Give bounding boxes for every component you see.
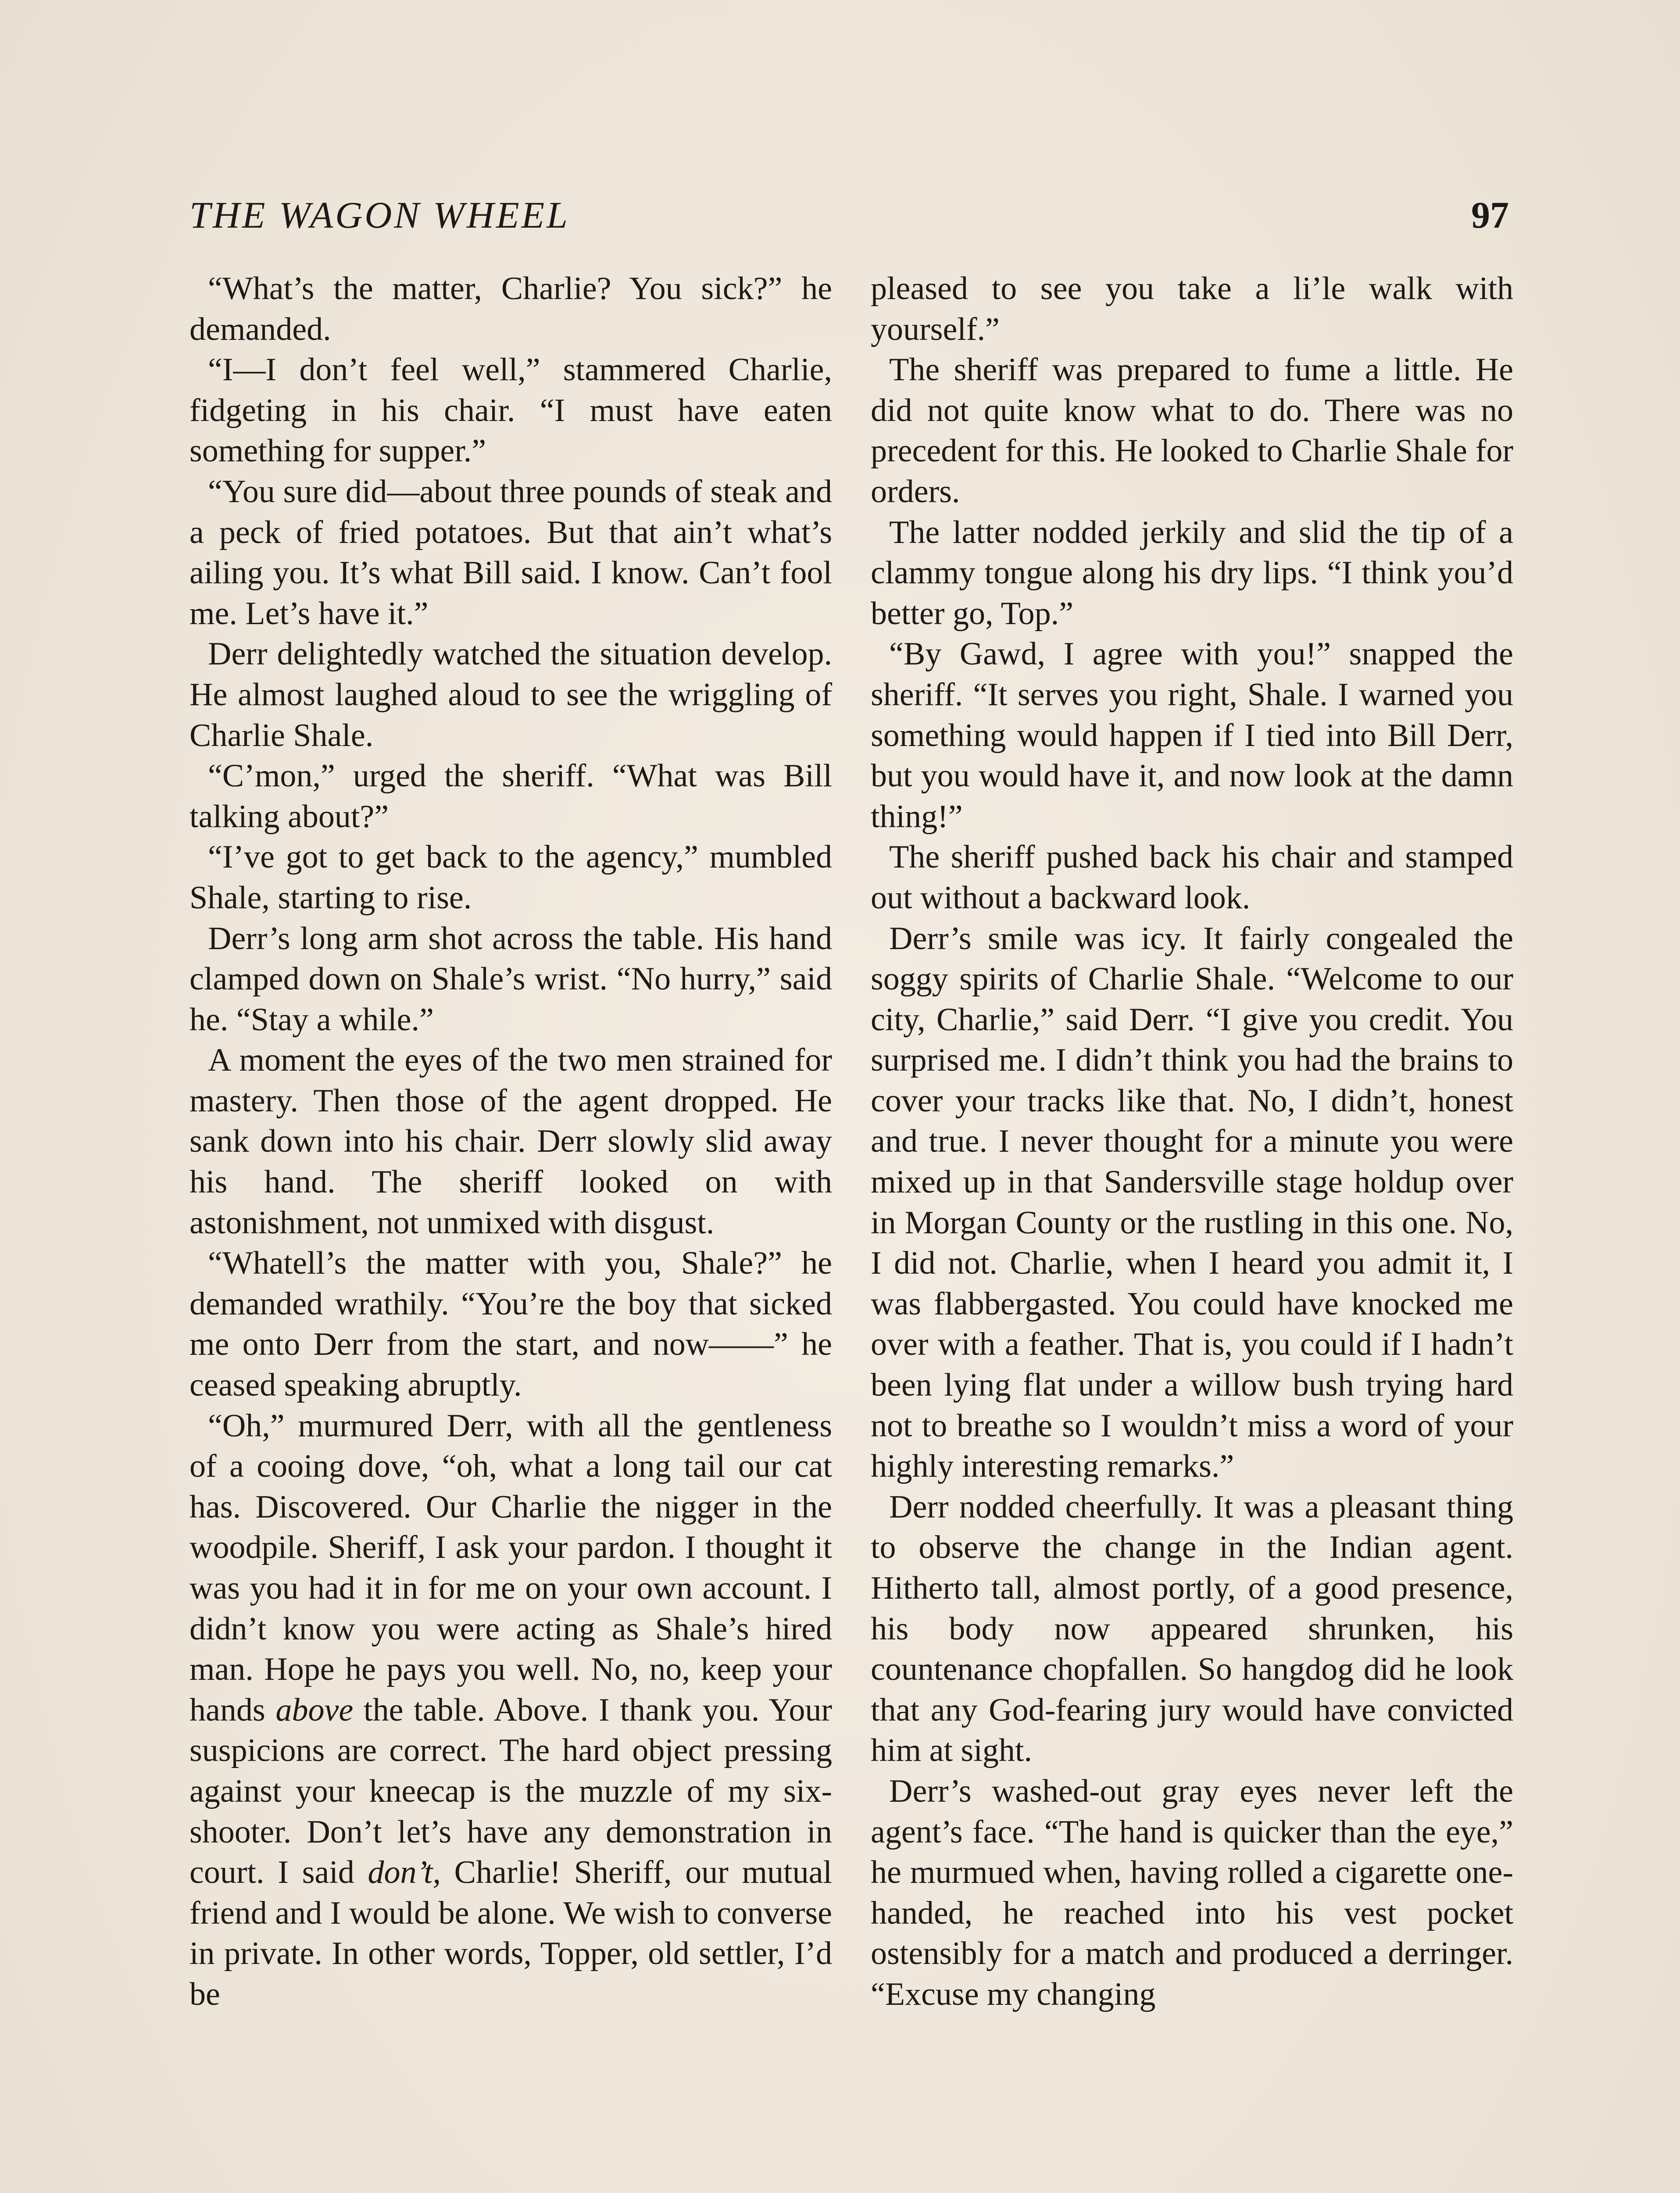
paragraph: Derr nodded cheerfully. It was a pleasant thing to observe the change in the Indian agent. Hitherto tall, almost portly, of a good presence, his body now appeared shrunken, his countenance chopfallen. So hangdog did he look that any God-fearing jury would have convicted him at sight. [871, 1489, 1513, 1769]
page-header [189, 193, 1509, 254]
paragraph: “You sure did—about three pounds of steak and a peck of fried potatoes. But that ain’t what’s ailing you. It’s what Bill said. I know. Can’t fool me. Let’s have it.” [189, 473, 832, 632]
paragraph: A moment the eyes of the two men strained for mastery. Then those of the agent dropped. He sank down into his chair. Derr slowly slid away his hand. The sheriff looked on with astonishment, not unmixed with disgust. [189, 1042, 832, 1241]
paragraph: “What’s the matter, Charlie? You sick?” he demanded. [189, 271, 832, 347]
paragraph: “By Gawd, I agree with you!” snapped the sheriff. “It serves you right, Shale. I warned you something would happen if I tied into Bill Derr, but you would have it, and now look at the damn thing!” [871, 636, 1513, 835]
paragraph-continued: pleased to see you take a li’le walk with yourself.” [871, 271, 1513, 347]
text-run: the table. Above. I thank you. Your suspicions are correct. The hard object pressing against your kneecap is the muzzle of my six-shooter. Don’t let’s have any demonstration in court. I said [189, 1692, 832, 1891]
emphasized-word: don’t, [368, 1854, 441, 1891]
left-column [189, 268, 832, 2015]
paragraph: Derr’s washed-out gray eyes never left the agent’s face. “The hand is quicker than the eye,” he murmued when, having rolled a cigarette one-handed, he reached into his vest pocket ostensibly for a match and produced a derringer. “Excuse my changing [871, 1773, 1513, 2012]
paragraph: “I’ve got to get back to the agency,” mumbled Shale, starting to rise. [189, 839, 832, 916]
paragraph: The sheriff was prepared to fume a little. He did not quite know what to do. There was no precedent for this. He looked to Charlie Shale for orders. [871, 352, 1513, 510]
paragraph: Derr’s smile was icy. It fairly congealed the soggy spirits of Charlie Shale. “Welcome to our city, Charlie,” said Derr. “I give you credit. You surprised me. I didn’t think you had the brains to cover your tracks like that. No, I didn’t, honest and true. I never thought for a minute you were mixed up in that Sandersville stage holdup over in Morgan County or the rustling in this one. No, I did not. Charlie, when I heard you admit it, I was flabbergasted. You could have knocked me over with a feather. That is, you could if I hadn’t been lying flat under a willow bush trying hard not to breathe so I wouldn’t miss a word of your highly interesting remarks.” [871, 920, 1513, 1485]
paragraph: “C’mon,” urged the sheriff. “What was Bill talking about?” [189, 758, 832, 835]
right-column [871, 268, 1513, 2015]
paragraph: “Whatell’s the matter with you, Shale?” he demanded wrathily. “You’re the boy that sicked me onto Derr from the start, and now——” he ceased speaking abruptly. [189, 1245, 832, 1404]
text-run: Charlie! Sheriff, our mutual friend and I would be alone. We wish to converse in private. In other words, Topper, old settler, I’d be [189, 1854, 832, 2012]
paragraph: Derr delightedly watched the situation develop. He almost laughed aloud to see the wriggling of Charlie Shale. [189, 636, 832, 754]
emphasized-word: above [275, 1692, 354, 1728]
paragraph: “I—I don’t feel well,” stammered Charlie, fidgeting in his chair. “I must have eaten something for supper.” [189, 352, 832, 469]
paragraph: Derr’s long arm shot across the table. His hand clamped down on Shale’s wrist. “No hurry,” said he. “Stay a while.” [189, 920, 832, 1038]
page-number: 97 [1471, 194, 1509, 236]
running-title: THE WAGON WHEEL [189, 194, 570, 236]
paragraph: The sheriff pushed back his chair and stamped out without a backward look. [871, 839, 1513, 916]
text-run: “Oh,” murmured Derr, with all the gentleness of a cooing dove, “oh, what a long tail our cat has. Discovered. Our Charlie the nigger in the woodpile. Sheriff, I ask your pardon. I thought it was you had it in for me on your own account. I didn’t know you were acting as Shale’s hired man. Hope he pays you well. No, no, keep your hands [189, 1407, 832, 1728]
paragraph: The latter nodded jerkily and slid the tip of a clammy tongue along his dry lips. “I think you’d better go, Top.” [871, 514, 1513, 632]
paragraph-derr-speech [189, 1406, 832, 2015]
